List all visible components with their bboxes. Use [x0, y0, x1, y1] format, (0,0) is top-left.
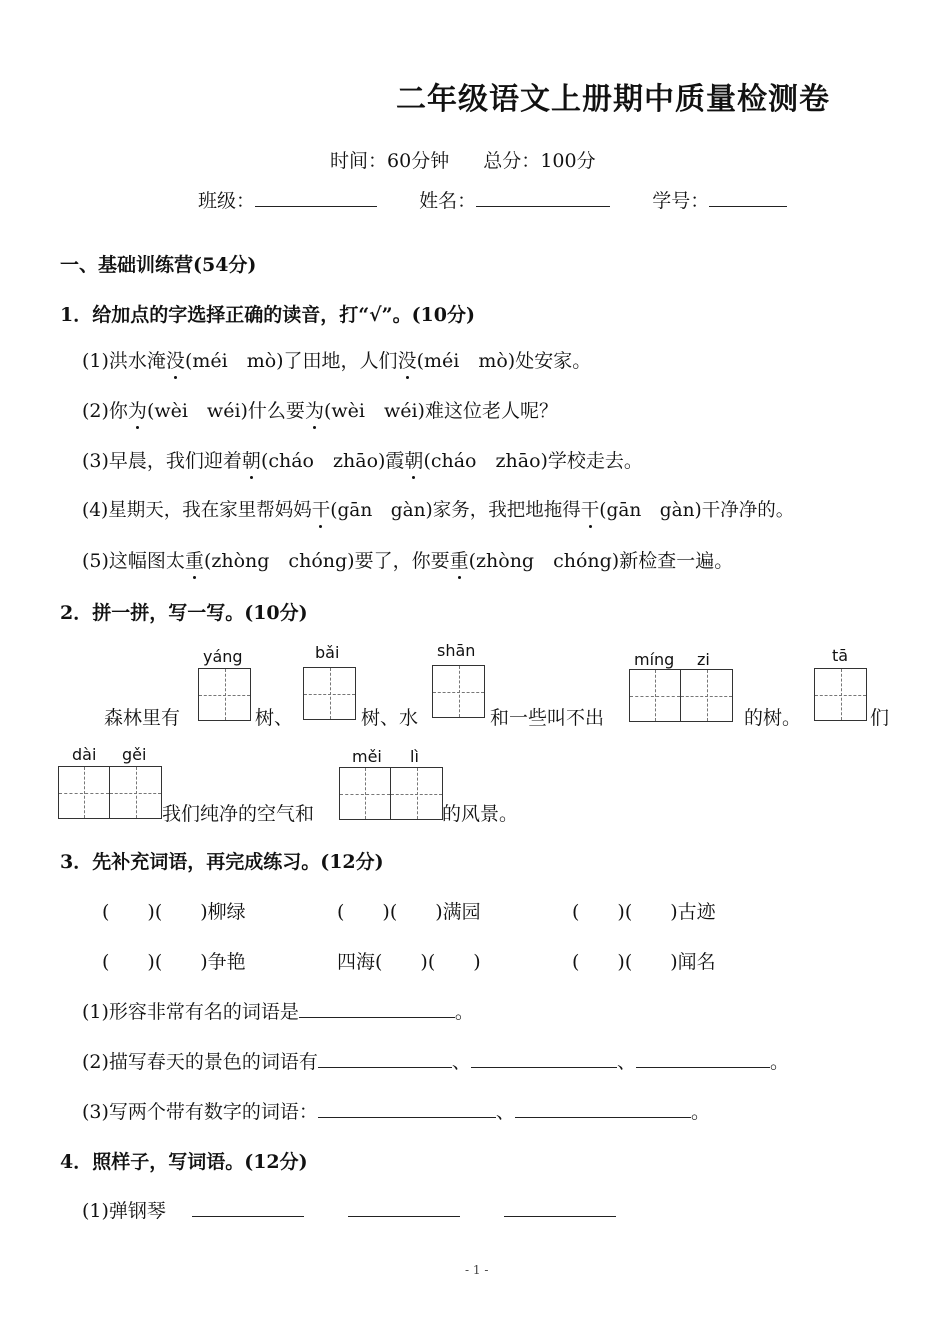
writing-box[interactable]: [58, 766, 162, 819]
pinyin: lì: [410, 747, 419, 766]
q2-text: 树、: [255, 707, 294, 729]
pinyin: yáng: [203, 647, 243, 666]
student-info: [198, 186, 787, 213]
idiom-blank[interactable]: 四海( )( ): [337, 951, 481, 973]
writing-box[interactable]: [303, 667, 356, 720]
answer-line[interactable]: [192, 1198, 304, 1217]
pinyin: tā: [832, 646, 849, 665]
writing-box[interactable]: [629, 669, 733, 722]
q1-title: 1．给加点的字选择正确的读音，打“√”。(10分): [60, 304, 475, 326]
answer-line[interactable]: [471, 1049, 617, 1068]
idiom-blank[interactable]: ( )( )争艳: [102, 951, 246, 973]
class-label: 班级：: [198, 190, 256, 212]
page-title: 二年级语文上册期中质量检测卷: [396, 82, 830, 117]
answer-line[interactable]: [318, 1099, 496, 1118]
q1-item[interactable]: (1)洪水淹没(méi mò)了田地，人们没(méi mò)处安家。: [82, 350, 592, 372]
section-title: 一、基础训练营(54分): [60, 254, 257, 276]
time-value: 60分钟: [387, 150, 450, 172]
answer-line[interactable]: [348, 1198, 460, 1217]
q3-sub: (1)形容非常有名的词语是 。: [82, 1001, 474, 1023]
pinyin: bǎi: [315, 643, 340, 662]
idiom-blank[interactable]: ( )( )古迹: [572, 901, 716, 923]
q4-title: 4．照样子，写词语。(12分): [60, 1151, 308, 1173]
q3-sub: (2)描写春天的景色的词语有 、 、 。: [82, 1051, 789, 1073]
writing-box[interactable]: [814, 668, 867, 721]
name-label: 姓名：: [419, 190, 477, 212]
answer-line[interactable]: [318, 1049, 452, 1068]
page-number: - 1 -: [465, 1263, 489, 1277]
q2-title: 2．拼一拼，写一写。(10分): [60, 602, 308, 624]
q4-item: (1)弹钢琴: [82, 1196, 616, 1223]
q1-item[interactable]: (5)这幅图太重(zhòng chóng)要了，你要重(zhòng chóng)新检查一遍。: [82, 550, 734, 572]
pinyin: gěi: [122, 745, 147, 764]
idiom-blank[interactable]: ( )( )闻名: [572, 951, 716, 973]
q2-text: 树、水: [361, 707, 419, 729]
pinyin: míng: [634, 650, 675, 669]
writing-box[interactable]: [339, 767, 443, 820]
q1-item[interactable]: (3)早晨，我们迎着朝(cháo zhāo)霞朝(cháo zhāo)学校走去。: [82, 450, 643, 472]
name-field[interactable]: [476, 188, 610, 207]
number-field[interactable]: [709, 188, 787, 207]
score-value: 100分: [540, 150, 596, 172]
idiom-blank[interactable]: ( )( )满园: [337, 901, 481, 923]
pinyin: zi: [697, 650, 710, 669]
q2-text: 们: [870, 707, 890, 729]
q3-sub: (3)写两个带有数字的词语： 、 。: [82, 1101, 710, 1123]
pinyin: shān: [437, 641, 476, 660]
answer-line[interactable]: [515, 1099, 691, 1118]
score-label: 总分：: [483, 150, 541, 172]
answer-line[interactable]: [636, 1049, 770, 1068]
q2-text: 的树。: [744, 707, 802, 729]
q1-item[interactable]: (4)星期天，我在家里帮妈妈干(gān gàn)家务，我把地拖得干(gān gàn)干净净的。: [82, 500, 795, 521]
exam-meta: [330, 146, 596, 173]
time-label: 时间：: [330, 150, 388, 172]
q2-text: 的风景。: [442, 803, 519, 825]
answer-line[interactable]: [504, 1198, 616, 1217]
idiom-blank[interactable]: ( )( )柳绿: [102, 901, 246, 923]
q3-title: 3．先补充词语，再完成练习。(12分): [60, 851, 384, 873]
number-label: 学号：: [652, 190, 710, 212]
writing-box[interactable]: [198, 668, 251, 721]
pinyin: dài: [72, 745, 97, 764]
q2-text: 我们纯净的空气和: [162, 803, 315, 825]
writing-box[interactable]: [432, 665, 485, 718]
answer-line[interactable]: [299, 999, 455, 1018]
pinyin: měi: [352, 747, 382, 766]
class-field[interactable]: [255, 188, 377, 207]
q2-text: 森林里有: [104, 707, 181, 729]
q1-item[interactable]: (2)你为(wèi wéi)什么要为(wèi wéi)难这位老人呢？: [82, 400, 558, 422]
q2-text: 和一些叫不出: [490, 707, 605, 729]
